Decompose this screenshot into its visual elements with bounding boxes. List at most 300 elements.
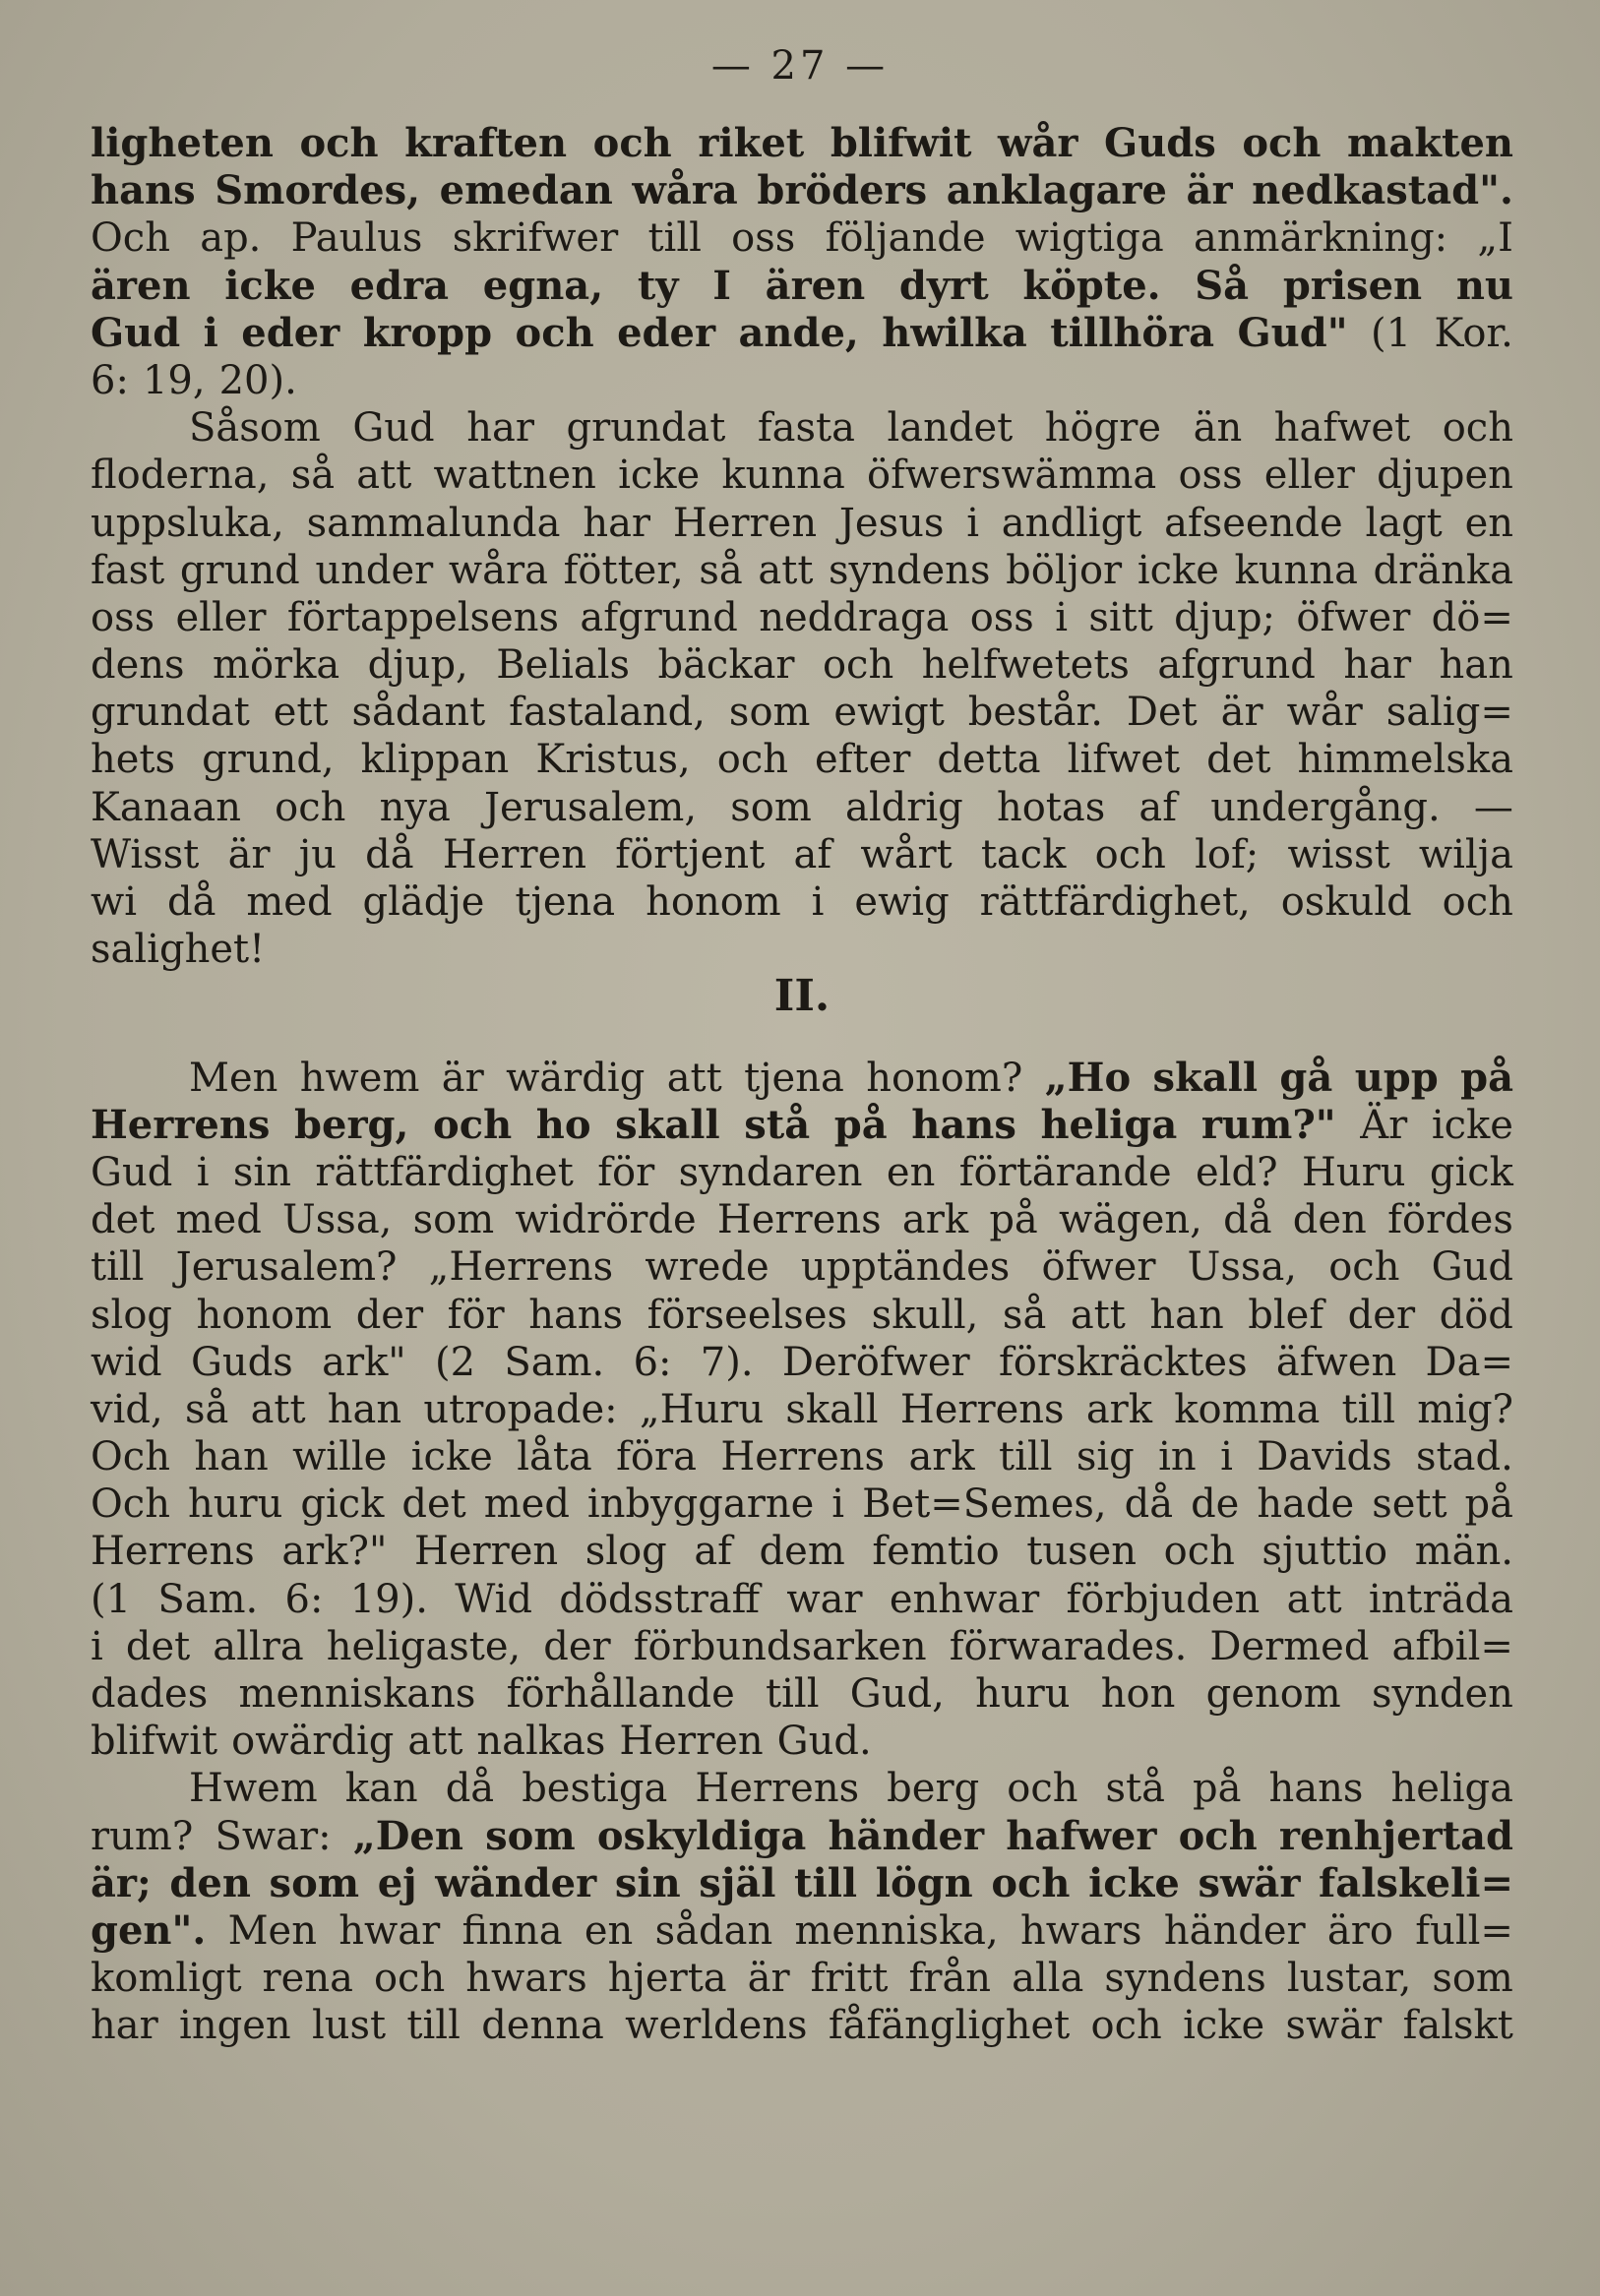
text-line: [91, 1292, 1513, 1339]
word: och: [1094, 831, 1166, 877]
word: att: [250, 1386, 306, 1432]
word: Herrens: [899, 1386, 1065, 1432]
word: hans: [911, 1101, 1016, 1148]
word: ewig: [854, 879, 950, 925]
word: Herren: [442, 831, 587, 877]
text-line: [91, 1670, 1513, 1718]
word: ingen: [179, 2003, 291, 2049]
word: nya: [379, 784, 451, 830]
word: upptändes: [800, 1244, 1011, 1291]
word: ty: [637, 262, 679, 309]
word: till: [766, 1671, 820, 1717]
word: der: [543, 1623, 611, 1669]
word: hwar: [338, 1907, 441, 1954]
word: hwem: [299, 1055, 420, 1101]
text-line: [91, 1480, 1513, 1528]
word: djupen: [1377, 453, 1513, 499]
word: hade: [1257, 1481, 1355, 1528]
word: djup;: [1174, 594, 1276, 640]
word: Gud,: [849, 1671, 945, 1717]
word: dränka: [1373, 547, 1513, 593]
word: Hwem: [189, 1766, 318, 1812]
word: det: [401, 1481, 466, 1528]
text-line: [91, 1055, 1513, 1102]
word: Och: [91, 1434, 170, 1480]
word: honom: [196, 1292, 333, 1338]
word: fåfänglighet: [828, 2003, 1071, 2049]
word: Guds: [1104, 120, 1216, 166]
word: „Ho: [1044, 1054, 1132, 1101]
word: „I: [1477, 215, 1513, 262]
word: så: [184, 1386, 229, 1432]
word: kunna: [1234, 547, 1358, 593]
word: ju: [298, 831, 337, 877]
word: 7).: [700, 1339, 754, 1385]
text-line: [91, 689, 1513, 736]
word: en: [1464, 500, 1513, 546]
word: att: [356, 453, 412, 499]
word: wänder: [435, 1859, 597, 1906]
word: wägen,: [1059, 1197, 1202, 1243]
word: denna: [481, 2003, 604, 2049]
word: fasta: [757, 405, 855, 452]
word: fördes: [1387, 1197, 1513, 1243]
word: och: [1163, 1529, 1235, 1575]
word: är: [227, 831, 271, 877]
word: i: [1220, 1434, 1233, 1480]
word: Dermed: [1209, 1623, 1370, 1669]
word: ho: [535, 1101, 591, 1148]
word: i: [811, 879, 825, 925]
word: —: [1473, 784, 1513, 830]
word: följande: [825, 215, 986, 262]
word: i: [196, 1149, 210, 1195]
word: helfwetets: [921, 642, 1130, 689]
word: som: [269, 1859, 360, 1906]
word: en: [584, 1907, 634, 1954]
word: och: [275, 784, 346, 830]
word: förskräcktes: [998, 1339, 1248, 1385]
word: salighet!: [91, 927, 266, 973]
page-number: — 27 —: [710, 43, 890, 89]
word: „Den: [352, 1812, 463, 1859]
word: som: [1432, 1956, 1513, 2002]
text-line: [91, 878, 1513, 926]
word: förtjent: [615, 831, 766, 877]
word: öfwer: [1041, 1244, 1156, 1291]
word: syndens: [1104, 1956, 1266, 2002]
word: har: [466, 405, 534, 452]
word: Bet=Semes,: [862, 1481, 1107, 1528]
word: i: [203, 309, 218, 356]
word: förbundsarken: [633, 1623, 927, 1669]
word: tjena: [515, 879, 616, 925]
word: 6:: [633, 1339, 672, 1385]
word: Herren: [672, 500, 818, 546]
word: att: [666, 1055, 722, 1101]
word: icke: [1137, 547, 1219, 593]
word: och: [433, 1101, 513, 1148]
word: Guds: [190, 1339, 293, 1385]
word: Så: [1195, 262, 1250, 309]
word: är: [1186, 167, 1233, 214]
word: icke: [410, 1434, 493, 1480]
word: han: [327, 1386, 402, 1432]
word: tusen: [1026, 1529, 1138, 1575]
word: wi: [91, 879, 138, 925]
word: att: [407, 1719, 463, 1765]
word: afgrund: [1157, 642, 1316, 689]
word: som: [728, 690, 811, 736]
text-line: [91, 1813, 1513, 1860]
word: är: [441, 1055, 484, 1101]
word: I: [712, 262, 731, 309]
word: och: [299, 120, 379, 166]
word: då: [1124, 1481, 1174, 1528]
word: efter: [815, 737, 911, 783]
word: ark": [322, 1339, 406, 1385]
word: komma: [1174, 1386, 1321, 1432]
word: Herren: [413, 1529, 559, 1575]
word: Sam.: [157, 1576, 259, 1622]
word: afgrund: [580, 594, 738, 640]
word: (1: [1371, 310, 1412, 356]
word: vid,: [91, 1386, 163, 1432]
word: ewigt: [833, 690, 945, 736]
word: på: [833, 1101, 888, 1148]
word: Gud: [91, 1149, 173, 1195]
word: har: [91, 2003, 158, 2049]
word: och: [991, 1859, 1071, 1906]
word: 19,: [142, 357, 206, 403]
word: landet: [887, 405, 1014, 452]
word: till: [1341, 1386, 1395, 1432]
word: wid: [91, 1339, 162, 1385]
word: swär: [1285, 2003, 1383, 2049]
word: själ: [699, 1859, 776, 1906]
word: wigtiga: [1015, 215, 1164, 262]
word: gick: [1429, 1149, 1513, 1195]
word: grund: [179, 547, 300, 593]
word: detta: [937, 737, 1041, 783]
text-line: [91, 594, 1513, 641]
word: de: [1191, 1481, 1240, 1528]
word: af: [793, 831, 832, 877]
word: utropade:: [423, 1386, 618, 1432]
word: rum?: [91, 1813, 194, 1859]
word: skall: [615, 1101, 720, 1148]
text-line: [91, 784, 1513, 831]
word: dades: [91, 1671, 209, 1717]
word: tjena: [744, 1055, 844, 1101]
word: Deröfwer: [781, 1339, 970, 1385]
word: floderna,: [91, 453, 270, 499]
word: i: [1055, 594, 1068, 640]
word: den: [1292, 1197, 1367, 1243]
word: hon: [1100, 1671, 1176, 1717]
word: från: [908, 1956, 992, 2002]
word: mig?: [1417, 1386, 1513, 1432]
word: mörka: [213, 642, 340, 689]
text-line: [91, 1860, 1513, 1907]
word: förwarades.: [949, 1623, 1188, 1669]
word: Sam.: [504, 1339, 605, 1385]
text-line: [91, 2002, 1513, 2049]
word: eder: [617, 309, 716, 356]
word: han: [1439, 642, 1513, 689]
word: afbil=: [1391, 1623, 1513, 1669]
text-line: [91, 1623, 1513, 1670]
word: salig=: [1385, 690, 1513, 736]
word: Det: [1126, 690, 1198, 736]
word: i: [966, 500, 979, 546]
word: till: [406, 2003, 461, 2049]
word: eld?: [1196, 1149, 1278, 1195]
word: rena: [262, 1956, 353, 2002]
word: upp: [1354, 1054, 1439, 1101]
word: tack: [980, 831, 1067, 877]
word: så: [699, 547, 743, 593]
word: ark: [1085, 1386, 1153, 1432]
text-line: [91, 1576, 1513, 1623]
word: icke: [224, 262, 316, 309]
word: för: [447, 1292, 505, 1338]
word: grundat: [91, 690, 250, 736]
word: 6:: [284, 1576, 324, 1622]
word: komligt: [91, 1956, 242, 2002]
word: synden: [1372, 1671, 1513, 1717]
word: berg,: [294, 1101, 409, 1148]
word: lustar,: [1286, 1956, 1412, 2002]
word: äfwen: [1275, 1339, 1397, 1385]
word: 20).: [218, 357, 297, 403]
word: blifwit: [91, 1719, 218, 1765]
word: ären: [91, 262, 191, 309]
word: på: [1464, 1481, 1513, 1528]
word: Huru: [1301, 1149, 1406, 1195]
word: alla: [1012, 1956, 1084, 2002]
word: skrifwer: [452, 215, 619, 262]
word: blifwit: [830, 120, 972, 166]
word: kan: [344, 1766, 418, 1812]
word: wår: [1286, 690, 1363, 736]
word: Herren: [619, 1719, 764, 1765]
body-text: [91, 120, 1513, 2050]
word: makten: [1347, 120, 1513, 166]
word: som: [730, 784, 812, 830]
word: djup,: [367, 642, 468, 689]
word: Davids: [1257, 1434, 1392, 1480]
word: att: [1070, 1292, 1126, 1338]
word: Ussa,: [1187, 1244, 1297, 1291]
word: lof;: [1195, 831, 1260, 877]
word: skall: [785, 1386, 879, 1432]
word: det: [1206, 737, 1271, 783]
word: fritt: [810, 1956, 889, 2002]
word: död: [1439, 1292, 1513, 1338]
word: icke: [1088, 1859, 1180, 1906]
word: rättfärdighet: [315, 1149, 574, 1195]
word: Wid: [455, 1576, 532, 1622]
word: wattnen: [433, 453, 596, 499]
word: icke: [1431, 1102, 1513, 1148]
word: icke: [1183, 2003, 1265, 2049]
word: förtappelsens: [286, 594, 560, 640]
word: nedkastad".: [1252, 167, 1513, 214]
word: (2: [435, 1339, 476, 1385]
word: Swar:: [215, 1813, 332, 1859]
word: sådant: [351, 690, 486, 736]
word: oss: [1178, 453, 1243, 499]
word: af: [694, 1529, 732, 1575]
word: män.: [1414, 1529, 1513, 1575]
text-line: [91, 1386, 1513, 1433]
word: inbyggarne: [586, 1481, 815, 1528]
word: wilja: [1418, 831, 1513, 877]
word: Gud: [91, 309, 181, 356]
word: och: [373, 1956, 446, 2002]
word: är: [747, 1956, 790, 2002]
word: ej: [377, 1859, 417, 1906]
word: inträda: [1368, 1576, 1513, 1622]
word: oskuld: [1280, 879, 1412, 925]
word: som: [485, 1812, 576, 1859]
word: honom: [646, 879, 781, 925]
word: slog: [91, 1292, 173, 1338]
word: falskt: [1402, 2003, 1513, 2049]
text-line: [91, 547, 1513, 594]
word: bestiga: [522, 1766, 668, 1812]
word: Är: [1360, 1102, 1408, 1148]
text-line: [91, 452, 1513, 499]
word: wåra: [632, 167, 738, 214]
word: lögn: [875, 1859, 973, 1906]
word: det: [91, 1197, 155, 1243]
word: honom?: [866, 1055, 1023, 1101]
word: då: [1223, 1197, 1272, 1243]
word: huru: [187, 1481, 283, 1528]
word: och: [1442, 879, 1513, 925]
word: Paulus: [290, 215, 423, 262]
text-line: [91, 1765, 1513, 1812]
word: der: [355, 1292, 424, 1338]
text-line: [91, 1907, 1513, 1955]
word: werldens: [625, 2003, 808, 2049]
word: och: [1242, 120, 1322, 166]
word: och: [1328, 1244, 1400, 1291]
word: stad.: [1416, 1434, 1513, 1480]
word: aldrig: [844, 784, 963, 830]
word: dyrt: [898, 262, 989, 309]
word: Ussa,: [282, 1197, 393, 1243]
word: till: [999, 1434, 1053, 1480]
word: „Herrens: [428, 1244, 614, 1291]
word: ande,: [738, 309, 859, 356]
word: föra: [616, 1434, 697, 1480]
word: Kristus,: [535, 737, 691, 783]
word: böljor: [1006, 547, 1123, 593]
word: hwars: [1020, 1907, 1142, 1954]
word: allra: [213, 1623, 304, 1669]
word: gick: [300, 1481, 385, 1528]
word: äro: [1326, 1907, 1393, 1954]
word: på: [1460, 1054, 1513, 1101]
word: öfwer: [1296, 594, 1411, 640]
word: och: [1442, 405, 1513, 452]
word: heliga: [1040, 1101, 1178, 1148]
text-line: [91, 1718, 1513, 1765]
word: syndaren: [678, 1149, 863, 1195]
word: Kanaan: [91, 784, 241, 830]
word: som: [412, 1197, 495, 1243]
word: Men: [189, 1055, 278, 1101]
word: och: [716, 737, 788, 783]
word: har: [1343, 642, 1412, 689]
word: uppsluka,: [91, 500, 284, 546]
word: i: [91, 1623, 103, 1669]
word: dödsstraff: [559, 1576, 761, 1622]
word: det: [125, 1623, 191, 1669]
section-heading: [91, 973, 1513, 1020]
word: då: [365, 831, 414, 877]
word: kunna: [721, 453, 845, 499]
word: edra: [349, 262, 450, 309]
word: med: [246, 879, 333, 925]
word: finna: [462, 1907, 563, 1954]
word: oss: [731, 215, 796, 262]
text-line: [91, 1243, 1513, 1291]
word: och: [1090, 2003, 1162, 2049]
word: neddraga: [759, 594, 950, 640]
word: dens: [91, 642, 185, 689]
word: kropp: [362, 309, 493, 356]
word: Herrens: [716, 1197, 882, 1243]
word: der: [1347, 1292, 1416, 1338]
word: dö=: [1431, 594, 1513, 640]
word: Da=: [1425, 1339, 1513, 1385]
word: nu: [1455, 262, 1513, 309]
word: Gud: [352, 405, 435, 452]
word: Kor.: [1434, 310, 1513, 356]
word: sin: [614, 1859, 681, 1906]
word: högre: [1044, 405, 1162, 452]
word: hans: [1268, 1766, 1364, 1812]
word: genom: [1205, 1671, 1341, 1717]
text-line: [91, 357, 1513, 404]
text-line: [91, 831, 1513, 878]
word: emedan: [439, 167, 613, 214]
word: falskeli=: [1319, 1859, 1513, 1906]
word: rättfärdighet,: [979, 879, 1251, 925]
text-line: [91, 926, 1513, 973]
word: wille: [292, 1434, 388, 1480]
word: icke: [618, 453, 701, 499]
text-line: [91, 1102, 1513, 1149]
word: är;: [91, 1859, 152, 1906]
word: klippan: [360, 737, 510, 783]
word: på: [989, 1197, 1038, 1243]
word: under: [315, 547, 434, 593]
word: wisst: [1287, 831, 1390, 877]
word: wärdig: [506, 1055, 646, 1101]
word: än: [1193, 405, 1243, 452]
word: war: [786, 1576, 863, 1622]
word: kraften: [404, 120, 568, 166]
text-line: [91, 736, 1513, 783]
word: 6:: [91, 357, 129, 403]
word: en: [886, 1149, 936, 1195]
word: Herrens: [720, 1434, 886, 1480]
